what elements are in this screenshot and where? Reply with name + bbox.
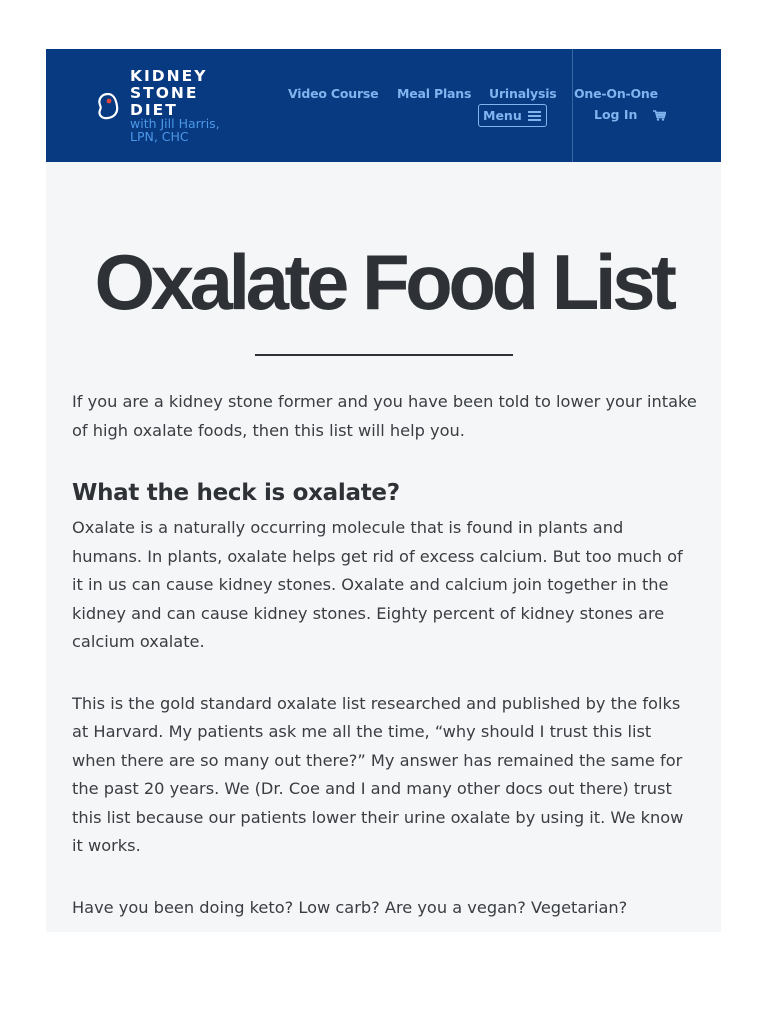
nav-divider: [572, 49, 573, 162]
page-title: Oxalate Food List: [94, 238, 673, 326]
nav-urinalysis[interactable]: Urinalysis: [489, 86, 557, 101]
nav-one-on-one[interactable]: One-On-One: [574, 86, 658, 101]
brand-tagline: with Jill Harris, LPN, CHC: [130, 116, 220, 144]
menu-button-label: Menu: [483, 108, 522, 123]
title-divider: [255, 354, 513, 356]
hamburger-icon: [528, 111, 541, 121]
paragraph-diet-question: Have you been doing keto? Low carb? Are you a vegan? Vegetarian?: [72, 897, 628, 917]
brand-line-3: DIET: [130, 101, 178, 119]
cart-icon[interactable]: [653, 110, 666, 121]
article-body: [72, 388, 697, 932]
menu-button[interactable]: [478, 104, 547, 127]
section-heading: What the heck is oxalate?: [72, 480, 400, 506]
intro-paragraph: If you are a kidney stone former and you have been told to lower your intake of high oxalate foods, then this list will help you.: [72, 392, 697, 440]
kidney-logo-icon[interactable]: [97, 92, 119, 120]
site-header: [46, 49, 721, 162]
login-link[interactable]: Log In: [594, 107, 638, 122]
brand-name[interactable]: [130, 68, 207, 119]
paragraph-oxalate-definition: Oxalate is a naturally occurring molecule that is found in plants and humans. In plants, oxalate helps get rid of excess calcium. But too much of it in us can cause kidney stones. Oxalate and calcium join together in the kidney and can cause kidney stones. Eighty percent of kidney stones are calcium oxalate.: [72, 518, 683, 651]
brand-line-1: KIDNEY: [130, 67, 208, 85]
brand-line-2: STONE: [130, 84, 199, 102]
page-card: [46, 49, 721, 932]
nav-meal-plans[interactable]: Meal Plans: [397, 86, 472, 101]
nav-video-course[interactable]: Video Course: [288, 86, 379, 101]
paragraph-gold-standard: This is the gold standard oxalate list researched and published by the folks at Harvard. My patients ask me all the time, “why should I trust this list when there are so many out there?” My answer has remained the same for the past 20 years. We (Dr. Coe and I and many other docs out there) trust this list because our patients lower their urine oxalate by using it. We know it works.: [72, 693, 684, 855]
